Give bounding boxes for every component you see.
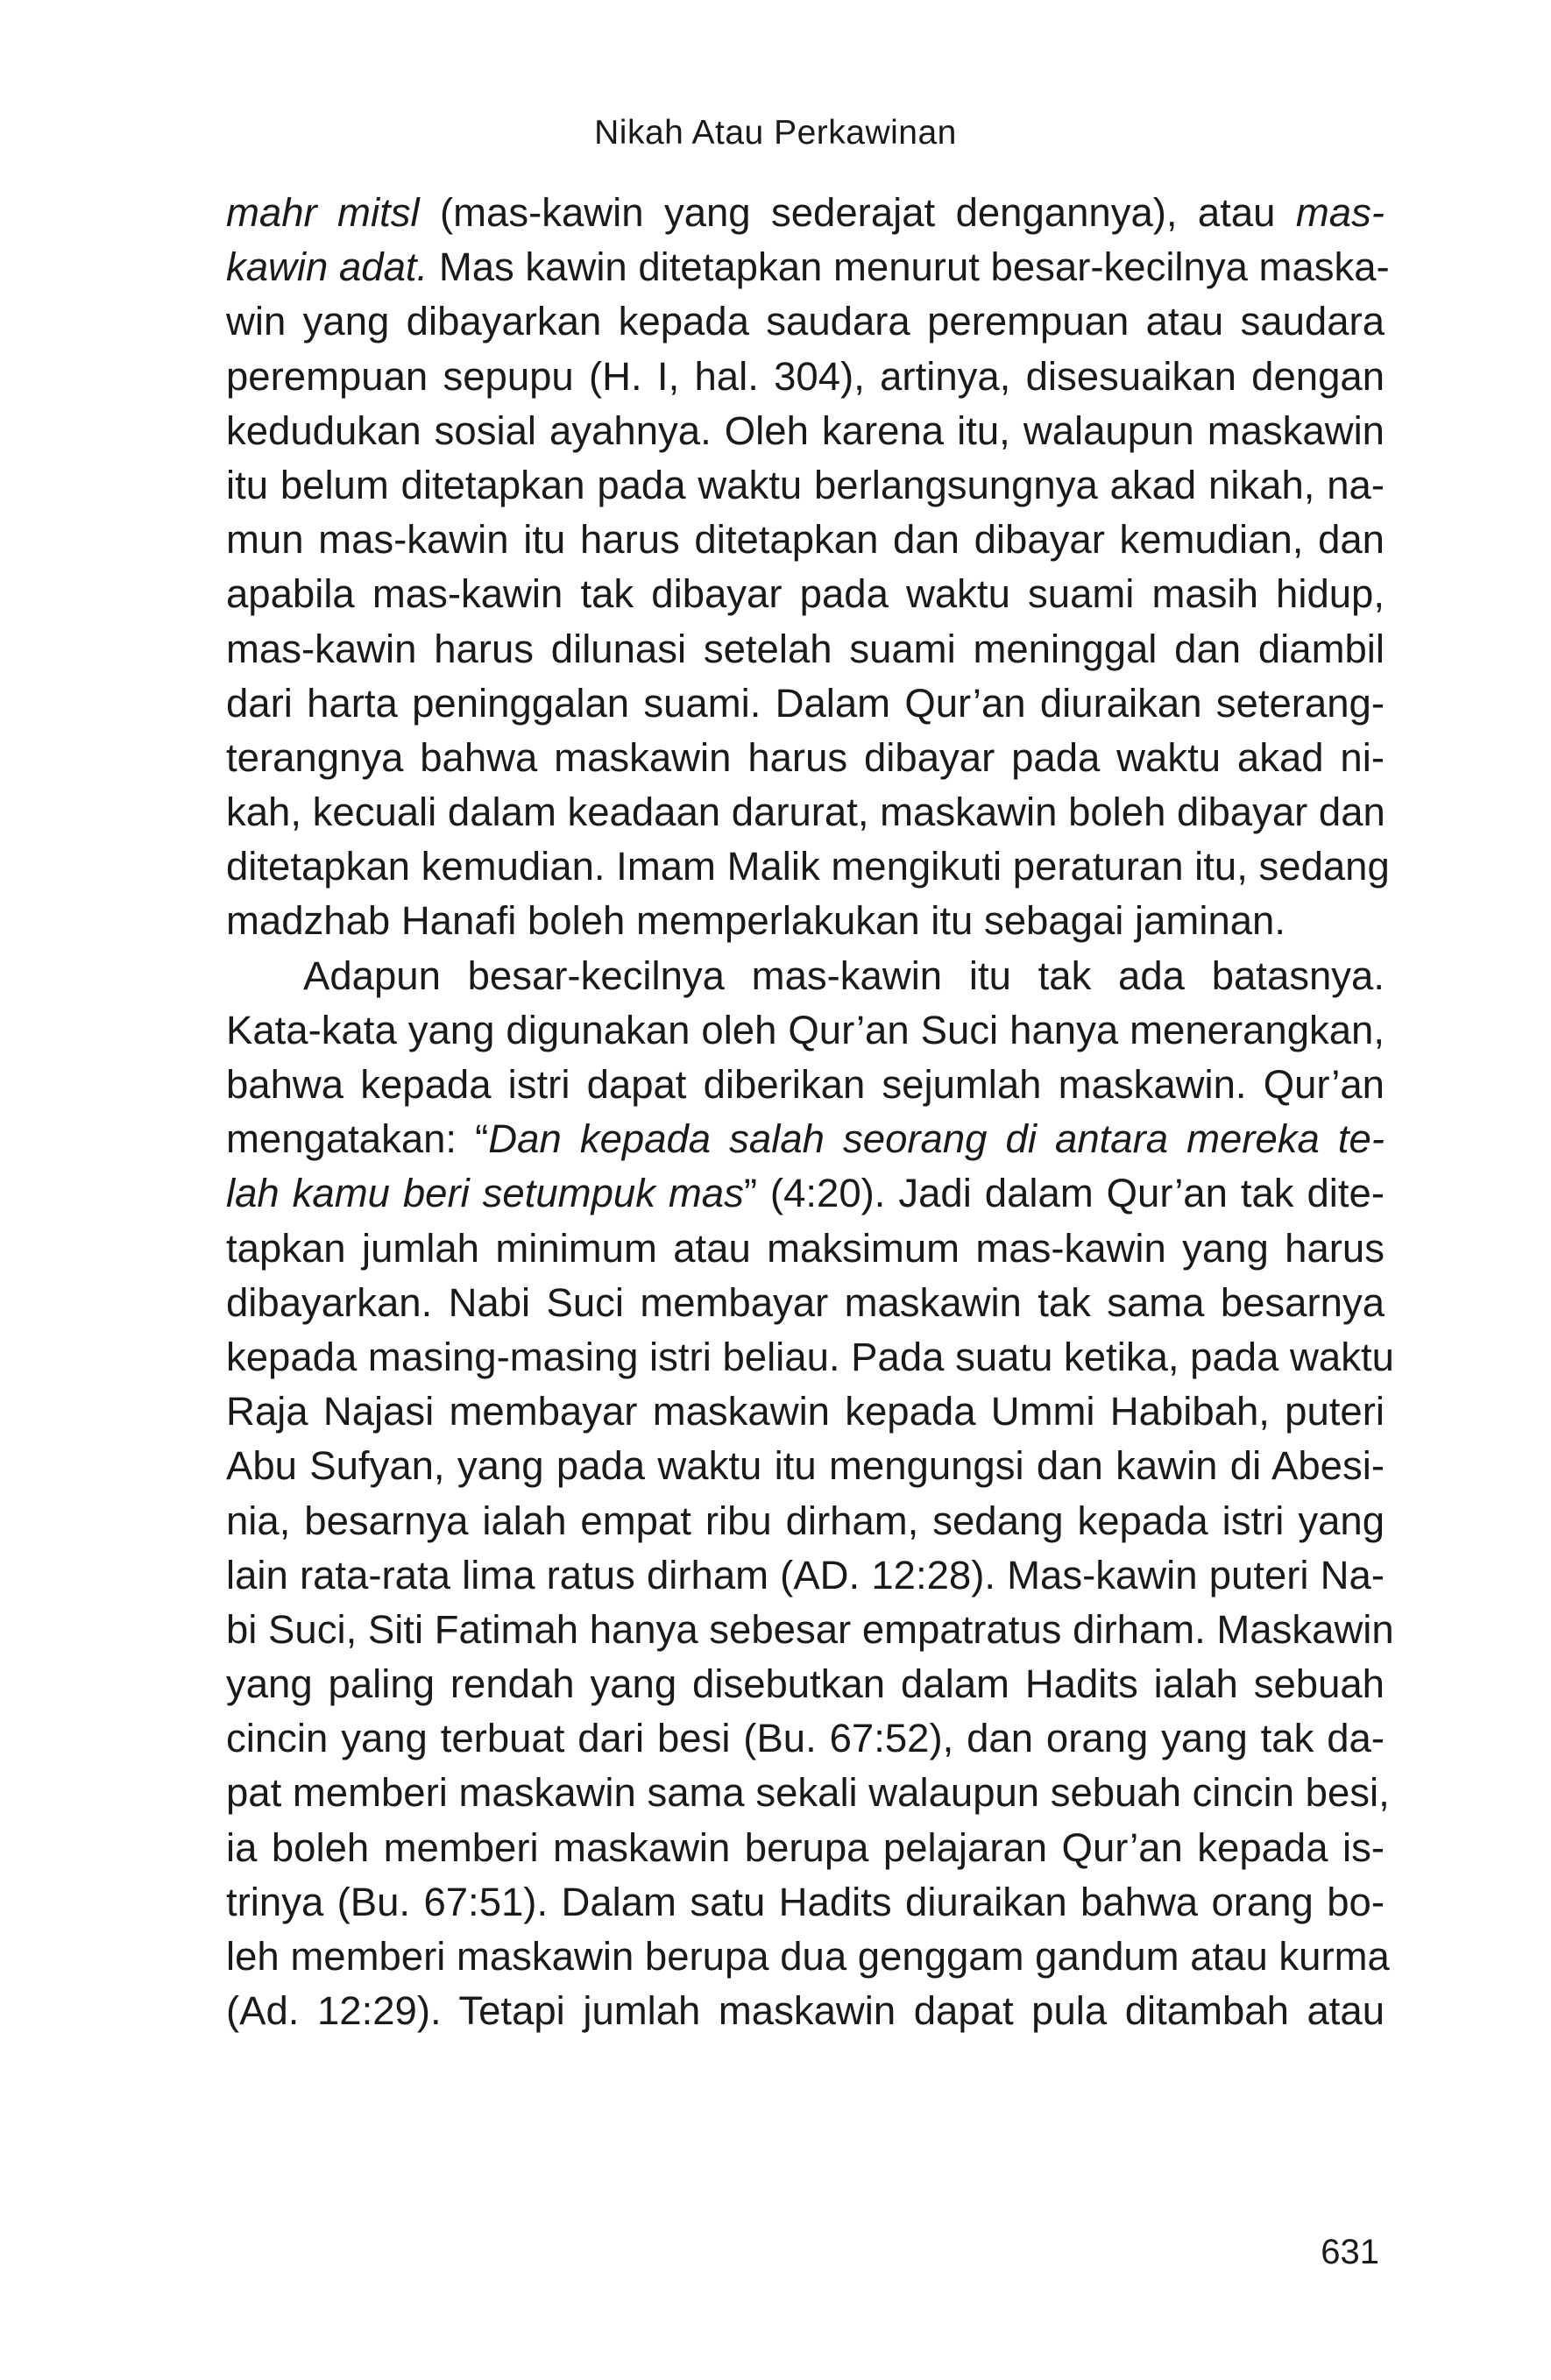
text-line: [226, 1657, 1385, 1711]
text-run: lain rata-rata lima ratus dirham (AD. 12:28). Mas-kawin puteri Na-: [226, 1552, 1385, 1597]
text-run: dari harta peninggalan suami. Dalam Qur’an diuraikan seterang-: [226, 680, 1385, 726]
text-run: ” (4:20). Jadi dalam Qur’an tak dite-: [743, 1171, 1385, 1216]
text-run: Kata-kata yang digunakan oleh Qur’an Suci hanya menerangkan,: [226, 1007, 1385, 1052]
running-header: Nikah Atau Perkawinan: [594, 114, 957, 152]
text-run: kepada masing-masing istri beliau. Pada suatu ketika, pada waktu: [226, 1334, 1394, 1379]
text-run: win yang dibayarkan kepada saudara perempuan atau saudara: [226, 299, 1385, 344]
text-line: [226, 1112, 1385, 1166]
text-run: kedudukan sosial ayahnya. Oleh karena itu, walaupun maskawin: [226, 407, 1385, 453]
text-line: [226, 1058, 1385, 1112]
text-line: [226, 1711, 1385, 1766]
text-run: (Ad. 12:29). Tetapi jumlah maskawin dapat pula ditambah atau: [226, 1988, 1385, 2034]
text-run: madzhab Hanafi boleh memperlakukan itu sebagai jaminan.: [226, 898, 1285, 944]
italic-text: lah kamu beri setumpuk mas: [226, 1171, 744, 1216]
text-line: [226, 894, 1385, 948]
text-run: yang paling rendah yang disebutkan dalam Hadits ialah sebuah: [226, 1661, 1385, 1707]
text-line: [226, 1766, 1390, 1820]
text-run: ia boleh memberi maskawin berupa pelajaran Qur’an kepada is-: [226, 1824, 1385, 1870]
italic-text: mas-: [1295, 190, 1385, 235]
text-line: [226, 1875, 1385, 1930]
text-line: [226, 240, 1390, 294]
text-run: Abu Sufyan, yang pada waktu itu mengungsi dan kawin di Abesi-: [226, 1443, 1385, 1489]
text-line: [226, 1439, 1385, 1493]
text-line: [226, 1166, 1385, 1221]
text-line: [226, 350, 1385, 404]
text-run: mun mas-kawin itu harus ditetapkan dan dibayar kemudian, dan: [226, 517, 1385, 563]
text-line: [226, 1276, 1385, 1330]
text-run: apabila mas-kawin tak dibayar pada waktu suami masih hidup,: [226, 571, 1385, 617]
text-line: [226, 1548, 1385, 1603]
italic-text: Dan kepada salah seorang di antara mereka te-: [488, 1116, 1385, 1162]
text-line: [226, 567, 1385, 621]
text-line: [226, 186, 1385, 240]
text-line: [226, 1222, 1385, 1276]
body-text: [226, 186, 1394, 2038]
text-line: [226, 1003, 1385, 1058]
text-run: mas-kawin harus dilunasi setelah suami meninggal dan diambil: [226, 626, 1385, 671]
text-line: [226, 1603, 1394, 1657]
text-run: bi Suci, Siti Fatimah hanya sebesar empatratus dirham. Maskawin: [226, 1606, 1394, 1652]
text-run: perempuan sepupu (H. I, hal. 304), artinya, disesuaikan dengan: [226, 353, 1385, 399]
text-line: [226, 622, 1385, 676]
text-run: Raja Najasi membayar maskawin kepada Ummi Habibah, puteri: [226, 1389, 1385, 1434]
page-number: 631: [1321, 2233, 1379, 2271]
text-run: mengatakan: “: [226, 1116, 489, 1162]
text-run: pat memberi maskawin sama sekali walaupun sebuah cincin besi,: [226, 1770, 1390, 1816]
text-line: [226, 731, 1385, 785]
text-line: [226, 1930, 1390, 1984]
text-line: [226, 839, 1390, 894]
text-run: Mas kawin ditetapkan menurut besar-kecilnya maska-: [428, 244, 1390, 290]
italic-text: kawin adat.: [226, 244, 428, 290]
text-run: terangnya bahwa maskawin harus dibayar pada waktu akad ni-: [226, 734, 1385, 780]
text-run: itu belum ditetapkan pada waktu berlangsungnya akad nikah, na-: [226, 462, 1385, 507]
text-line: [226, 1385, 1385, 1439]
text-line: [226, 1330, 1394, 1385]
text-line: [226, 404, 1385, 458]
text-run: Adapun besar-kecilnya mas-kawin itu tak ada batasnya.: [303, 953, 1385, 998]
text-run: nia, besarnya ialah empat ribu dirham, sedang kepada istri yang: [226, 1498, 1385, 1543]
text-line: [226, 513, 1385, 567]
text-line: [226, 1821, 1385, 1875]
text-line: [226, 785, 1385, 839]
text-run: leh memberi maskawin berupa dua genggam gandum atau kurma: [226, 1934, 1390, 1979]
text-run: dibayarkan. Nabi Suci membayar maskawin tak sama besarnya: [226, 1279, 1385, 1325]
italic-text: mahr mitsl: [226, 190, 420, 235]
text-line: [226, 294, 1385, 349]
text-line: [226, 949, 1385, 1003]
text-run: ditetapkan kemudian. Imam Malik mengikuti peraturan itu, sedang: [226, 844, 1390, 889]
text-run: kah, kecuali dalam keadaan darurat, maskawin boleh dibayar dan: [226, 790, 1385, 835]
text-run: tapkan jumlah minimum atau maksimum mas-kawin yang harus: [226, 1225, 1385, 1271]
text-line: [226, 1984, 1385, 2038]
text-run: cincin yang terbuat dari besi (Bu. 67:52), dan orang yang tak da-: [226, 1716, 1385, 1761]
text-line: [226, 676, 1385, 731]
text-run: trinya (Bu. 67:51). Dalam satu Hadits diuraikan bahwa orang bo-: [226, 1879, 1385, 1924]
text-run: bahwa kepada istri dapat diberikan sejumlah maskawin. Qur’an: [226, 1062, 1385, 1107]
text-line: [226, 458, 1385, 513]
text-run: (mas-kawin yang sederajat dengannya), atau: [419, 190, 1296, 235]
text-line: [226, 1494, 1385, 1548]
